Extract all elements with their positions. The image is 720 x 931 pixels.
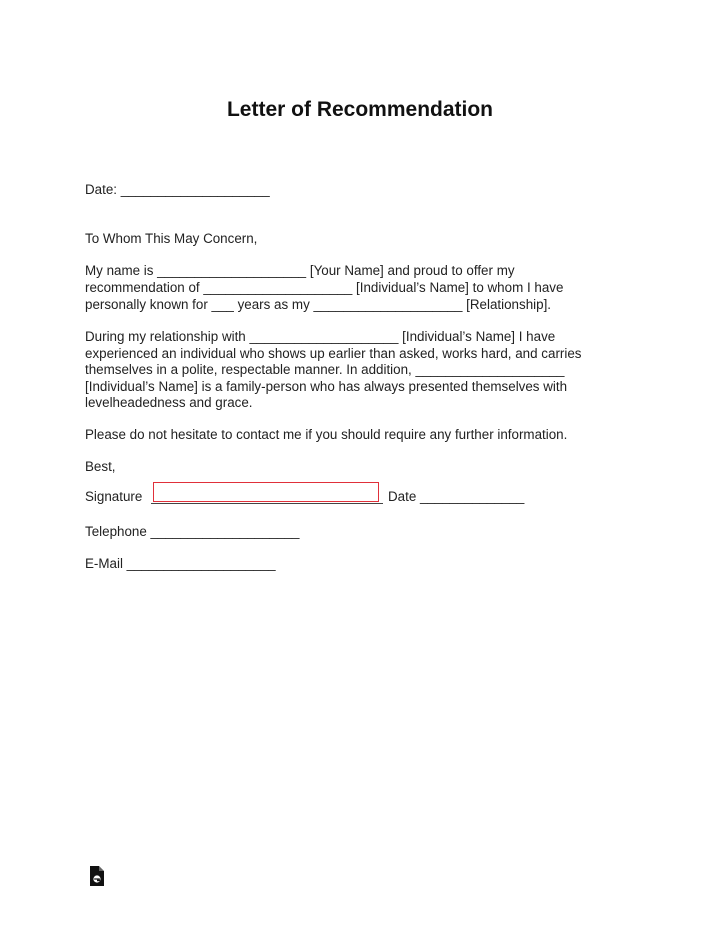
paragraph-line: My name is ____________________ [Your Name] and proud to offer my — [85, 263, 515, 278]
email-line: E-Mail ____________________ — [85, 556, 276, 571]
page-title: Letter of Recommendation — [226, 98, 494, 121]
salutation: To Whom This May Concern, — [85, 231, 258, 246]
paragraph-line: themselves in a polite, respectable manner. In addition, ____________________ — [85, 362, 565, 377]
paragraph-line: personally known for ___ years as my ____________________ [Relationship]. — [85, 297, 552, 312]
signature-underline — [151, 503, 383, 504]
paragraph-line: recommendation of ____________________ [Individual’s Name] to whom I have — [85, 280, 564, 295]
signature-field[interactable] — [153, 482, 379, 502]
paragraph-line: During my relationship with ____________________ [Individual’s Name] I have — [85, 329, 556, 344]
paragraph-line: levelheadedness and grace. — [85, 395, 253, 410]
closing: Best, — [85, 459, 116, 474]
e-document-icon — [89, 866, 105, 886]
date-line: Date: ____________________ — [85, 182, 270, 197]
paragraph-contact: Please do not hesitate to contact me if you should require any further information. — [85, 427, 568, 442]
signature-label: Signature — [85, 489, 143, 504]
paragraph-line: [Individual’s Name] is a family-person who has always presented themselves with — [85, 379, 568, 394]
date-field: Date ______________ — [388, 489, 525, 504]
paragraph-line: experienced an individual who shows up earlier than asked, works hard, and carries — [85, 346, 582, 361]
telephone-line: Telephone ____________________ — [85, 524, 300, 539]
